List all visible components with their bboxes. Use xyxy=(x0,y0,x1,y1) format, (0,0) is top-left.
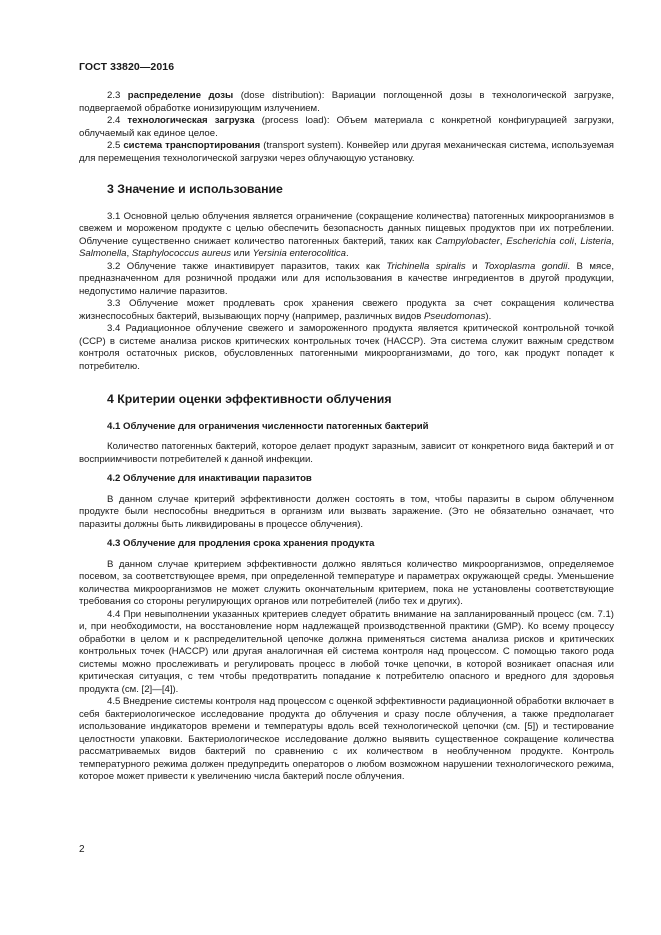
definition-2-3 xyxy=(79,90,614,115)
page-number: 2 xyxy=(79,844,85,855)
paragraph-3-3: 3.3 Облучение может продлевать срок хранения свежего продукта за счет сокращения количества жизнеспособных бактерий, вызывающих порчу (например, различных видов Pseudomonas). xyxy=(79,298,614,322)
subsection-4-1-title: 4.1 Облучение для ограничения численности патогенных бактерий xyxy=(107,420,429,432)
definition-text: Вариации поглощенной дозы в технологической загрузке, подвергаемой обработке ионизирующим излучением. xyxy=(79,90,614,114)
definition-text: Объем материала с конкретной конфигурацией загрузки, облучаемый как единое целое. xyxy=(79,115,614,139)
definition-english: (dose distribution): xyxy=(240,90,325,101)
definition-2-5 xyxy=(79,140,614,165)
clause-number: 2.4 xyxy=(107,115,121,126)
subsection-4-2-title: 4.2 Облучение для инактивации паразитов xyxy=(107,473,312,484)
paragraph-4-1: Количество патогенных бактерий, которое делает продукт заразным, зависит от конкретного вида бактерий и от восприимчивости потребителей к данной инфекции. xyxy=(79,441,614,465)
section-3-heading: 3 Значение и использование xyxy=(107,182,283,196)
paragraph-4-3: В данном случае критерием эффективности должно являться количество микроорганизмов, определяемое посевом, за соответствующее время, при определенной температуре и параметрах окружающей среды. Уменьшение количества микроорганизмов не может служить окончательным критерием, пока не установлены соответствующие требования со стороны регулирующих органов или потребителей (либо тех и других). xyxy=(79,558,614,607)
definition-term: распределение дозы xyxy=(127,90,234,101)
paragraph-3-1: 3.1 Основной целью облучения является ограничение (сокращение количества) патогенных микроорганизмов в свежем и мороженом продукте с целью обеспечить безопасность данных пищевых продуктов при их потреблении. Облучение существенно снижает количество патогенных бактерий, таких как Campylobacter, Escherichia coli, Listeria, Salmonella, Staphylococcus aureus или Yersinia enterocolitica. xyxy=(79,210,614,259)
paragraph-4-4: 4.4 При невыполнении указанных критериев следует обратить внимание на запланированный процесс (см. 7.1) и, при необходимости, на восстановление норм надлежащей производственной практики (GMP). Ко всему процессу обработки в целом и к распределительной цепочке должна применяться система анализа рисков и критических контрольных точек (НАССР) или другая аналогичная ей система контроля над процессом. С помощью такого рода системы можно прослеживать и регулировать процесс в любой точке цепочки, в которой возникает опасная или критическая ситуация, с тем чтобы предотвратить попадание к потребителю опасного и вредного для здоровья продукта (см. [2]—[4]). xyxy=(79,608,614,695)
definition-term: система транспортирования xyxy=(123,140,261,151)
subsection-4-3-title: 4.3 Облучение для продления срока хранения продукта xyxy=(107,538,375,549)
section-4-heading: 4 Критерии оценки эффективности облучения xyxy=(107,392,392,406)
definition-english: (process load): xyxy=(261,115,330,126)
clause-number: 2.5 xyxy=(107,140,121,151)
standard-header: ГОСТ 33820—2016 xyxy=(79,61,175,73)
clause-number: 2.3 xyxy=(107,90,121,101)
paragraph-4-2: В данном случае критерий эффективности должен состоять в том, чтобы паразиты в сыром облученном продукте были неспособны внедриться в организм или вызвать заражение. (Это не обязательно означает, что паразиты должны быть ликвидированы в процессе облучения). xyxy=(79,493,614,530)
definition-english: (transport system). xyxy=(263,140,344,151)
paragraph-3-2: 3.2 Облучение также инактивирует паразитов, таких как Trichinella spiralis и Toxoplasma gondii. В мясе, предназначенном для розничной продажи или для использования в качестве ингредиентов в другой продукции, недопустимо наличие паразитов. xyxy=(79,260,614,297)
definition-2-4 xyxy=(79,115,614,140)
paragraph-3-4: 3.4 Радиационное облучение свежего и замороженного продукта является критической контрольной точкой (CCP) в системе анализа рисков критических контрольных точек (НАССР). Эта система служит важным средством контроля остаточных рисков, обусловленных патогенными микроорганизмами, до того, как продукт попадет к потребителю. xyxy=(79,323,614,372)
definition-text: Конвейер или другая механическая система, используемая для перемещения технологической загрузки через облучающую установку. xyxy=(79,140,614,164)
page-content xyxy=(79,90,614,784)
paragraph-4-5: 4.5 Внедрение системы контроля над процессом с оценкой эффективности радиационной обработки включает в себя бактериологическое исследование продукта до облучения и сразу после облучения, а также предполагает использование индикаторов времени и температуры вдоль всей технологической цепочки (см. [5]) и тестирование целостности упаковки. Бактериологическое исследование должно выявить существенное сокращение количества рассматриваемых видов бактерий по сравнению с их количеством в необлученном продукте. Контроль температурного режима должен предупредить операторов о любом возможном нарушении технологического режима, которое может привести к увеличению числа бактерий после облучения. xyxy=(79,696,614,782)
definition-term: технологическая загрузка xyxy=(127,115,255,126)
